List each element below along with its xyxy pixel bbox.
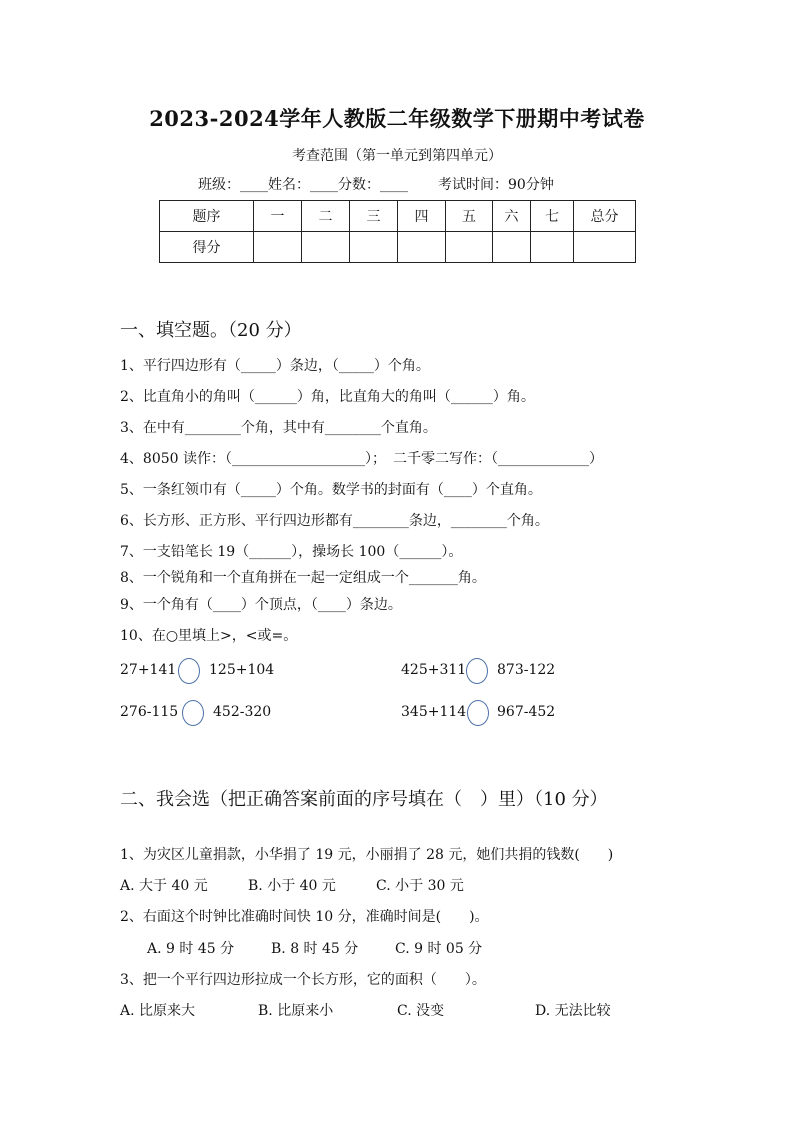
section-1-heading: 一、填空题。（20 分） — [120, 320, 302, 341]
exam-time: 考试时间：90分钟 — [438, 177, 554, 193]
table-row-label: 得分 — [160, 232, 254, 263]
table-header-cell: 六 — [493, 201, 531, 232]
score-cell[interactable] — [446, 232, 493, 263]
option-c[interactable]: C. 没变 — [397, 1003, 445, 1019]
table-header-cell: 一 — [254, 201, 302, 232]
compare-circle[interactable] — [466, 658, 488, 684]
question-1-4: 4、8050 读作：（___________________）； 二千零二写作：（_____________） — [120, 451, 603, 467]
question-1-7: 7、一支铅笔长 19（______），操场长 100（______）。 — [120, 544, 463, 560]
score-cell[interactable] — [350, 232, 398, 263]
table-header-cell: 题序 — [160, 201, 254, 232]
question-2-1: 1、为灾区儿童捐款，小华捐了 19 元，小丽捐了 28 元，她们共捐的钱数( ) — [120, 847, 614, 863]
option-a[interactable]: A. 比原来大 — [120, 1003, 196, 1019]
question-2-2: 2、右面这个时钟比准确时间快 10 分，准确时间是( )。 — [120, 909, 489, 925]
option-c[interactable]: C. 9 时 05 分 — [395, 941, 483, 957]
compare-left: 276-115 — [120, 704, 179, 720]
table-row — [160, 201, 636, 232]
section-2-heading: 二、我会选（把正确答案前面的序号填在（ ）里）（10 分） — [120, 789, 608, 810]
compare-circle[interactable] — [178, 658, 200, 684]
question-1-2: 2、比直角小的角叫（______）角，比直角大的角叫（______）角。 — [120, 389, 535, 405]
question-1-6: 6、长方形、正方形、平行四边形都有________条边，________个角。 — [120, 513, 549, 529]
table-header-cell: 四 — [398, 201, 446, 232]
table-row — [160, 232, 636, 263]
compare-left: 27+141 — [120, 662, 177, 678]
table-header-cell: 三 — [350, 201, 398, 232]
question-1-5: 5、一条红领巾有（_____）个角。数学书的封面有（____）个直角。 — [120, 482, 542, 498]
question-1-8: 8、一个锐角和一个直角拼在一起一定组成一个_______角。 — [120, 570, 486, 586]
question-1-1: 1、平行四边形有（_____）条边，（_____）个角。 — [120, 358, 430, 374]
compare-circle[interactable] — [467, 700, 489, 726]
question-2-3: 3、把一个平行四边形拉成一个长方形，它的面积（ ）。 — [120, 972, 486, 988]
compare-left: 425+311 — [401, 662, 467, 678]
compare-right: 452-320 — [213, 704, 272, 720]
option-b[interactable]: B. 小于 40 元 — [248, 878, 336, 894]
question-1-9: 9、一个角有（____）个顶点，（____）条边。 — [120, 597, 402, 613]
student-info-line — [198, 174, 554, 194]
table-header-cell: 总分 — [574, 201, 636, 232]
score-field[interactable]: 分数：____ — [338, 177, 408, 193]
table-header-cell: 五 — [446, 201, 493, 232]
compare-right: 967-452 — [497, 704, 556, 720]
table-header-cell: 二 — [302, 201, 350, 232]
option-c[interactable]: C. 小于 30 元 — [376, 878, 464, 894]
score-cell[interactable] — [398, 232, 446, 263]
score-cell[interactable] — [254, 232, 302, 263]
option-b[interactable]: B. 8 时 45 分 — [271, 941, 359, 957]
compare-circle[interactable] — [182, 700, 204, 726]
option-d[interactable]: D. 无法比较 — [535, 1003, 611, 1019]
score-cell[interactable] — [302, 232, 350, 263]
option-a[interactable]: A. 大于 40 元 — [120, 878, 208, 894]
score-cell[interactable] — [574, 232, 636, 263]
compare-right: 873-122 — [497, 662, 556, 678]
compare-left: 345+114 — [401, 704, 467, 720]
option-b[interactable]: B. 比原来小 — [258, 1003, 334, 1019]
name-field[interactable]: 姓名：____ — [268, 177, 338, 193]
score-table — [159, 200, 636, 263]
class-field[interactable]: 班级：____ — [198, 177, 268, 193]
exam-scope: 考查范围（第一单元到第四单元） — [292, 148, 502, 164]
score-cell[interactable] — [531, 232, 574, 263]
compare-right: 125+104 — [209, 662, 275, 678]
question-1-10: 10、在○里填上>，<或=。 — [120, 628, 298, 644]
table-header-cell: 七 — [531, 201, 574, 232]
score-cell[interactable] — [493, 232, 531, 263]
question-1-3: 3、在中有________个角，其中有________个直角。 — [120, 420, 437, 436]
option-a[interactable]: A. 9 时 45 分 — [147, 941, 235, 957]
page-title: 2023-2024学年人教版二年级数学下册期中考试卷 — [149, 106, 645, 131]
